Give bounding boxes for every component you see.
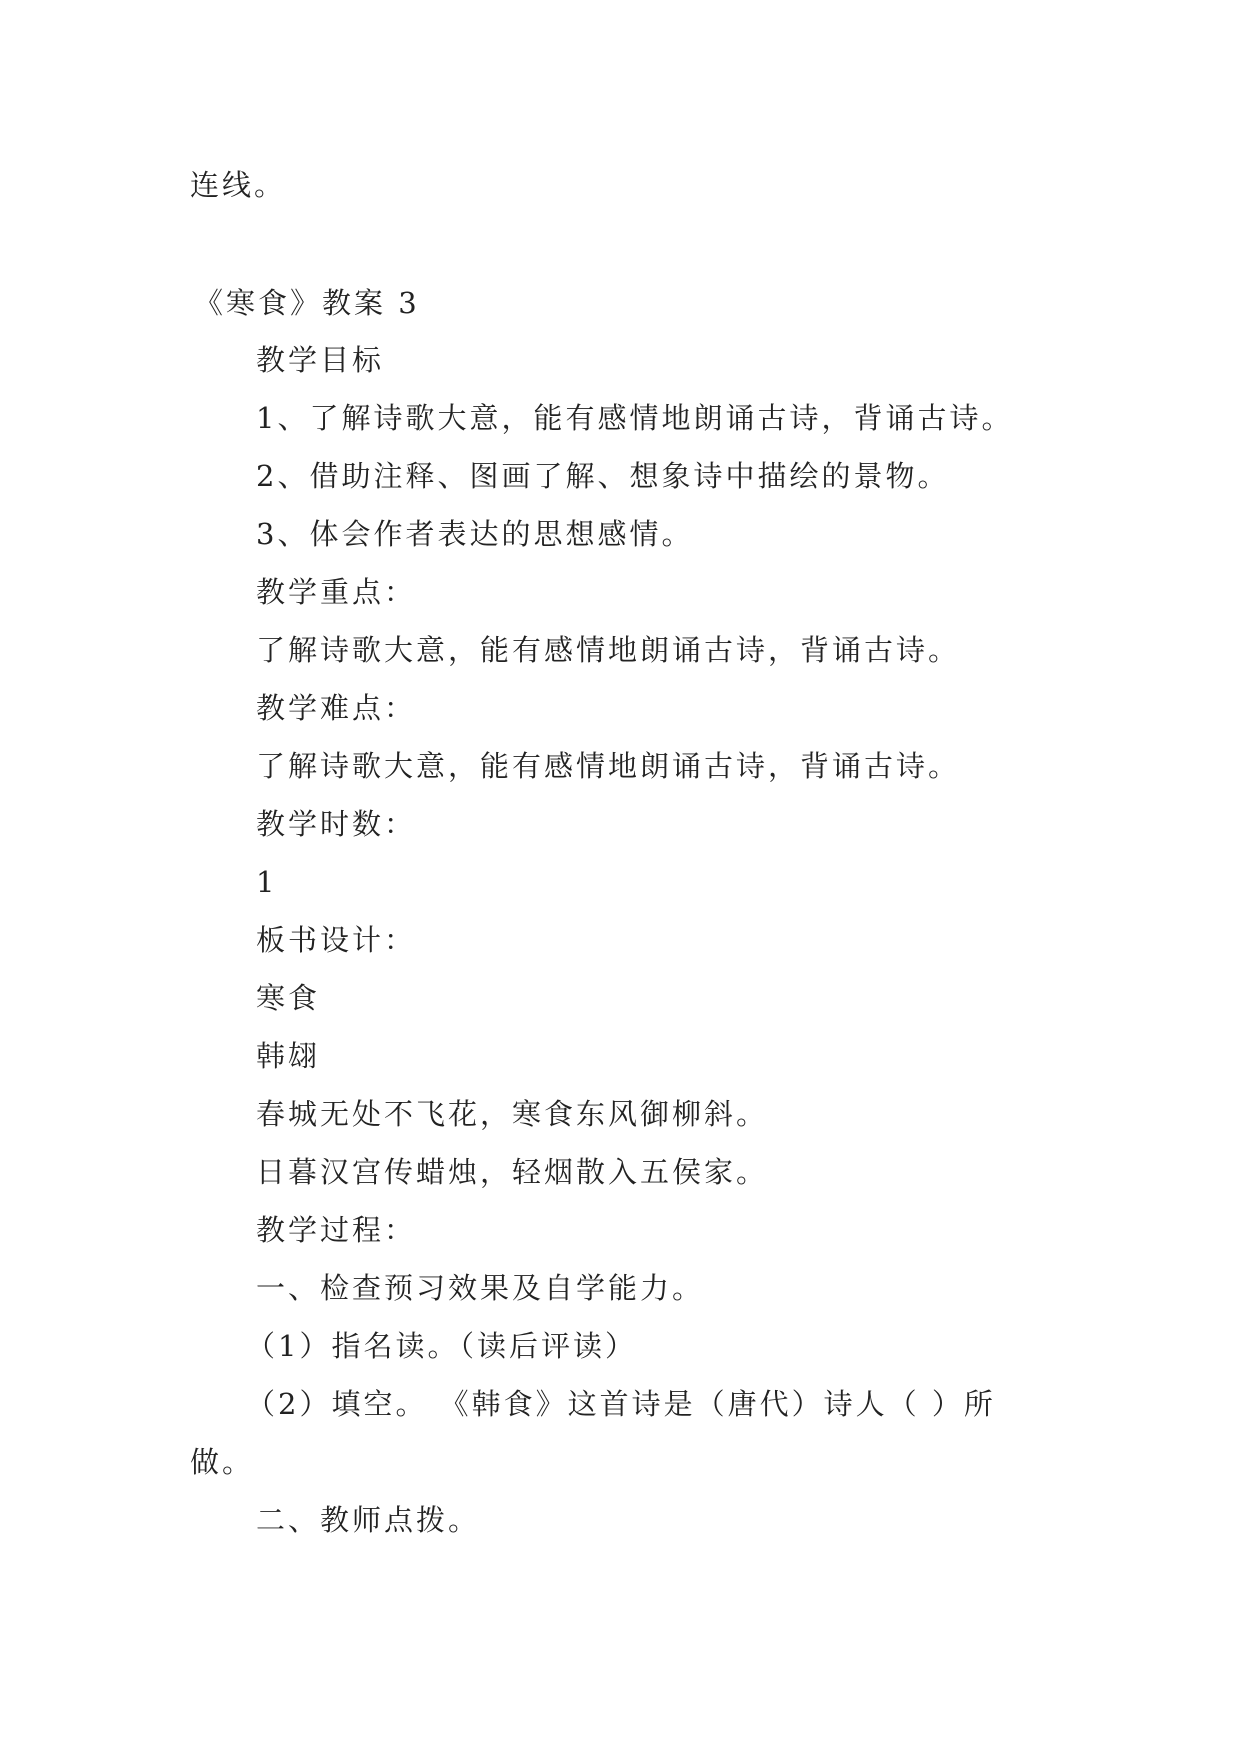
poem-line: 春城无处不飞花，寒食东风御柳斜。: [256, 1097, 769, 1131]
class-hours-value: 1: [256, 865, 278, 899]
section-heading-board-design: 板书设计：: [256, 923, 417, 957]
section-heading-objectives: 教学目标: [256, 343, 385, 377]
key-points-text: 了解诗歌大意，能有感情地朗诵古诗，背诵古诗。: [256, 633, 961, 667]
section-heading-key-points: 教学重点：: [256, 575, 417, 609]
process-substep-continuation: 做。: [190, 1445, 255, 1479]
objective-item: 1、了解诗歌大意，能有感情地朗诵古诗，背诵古诗。: [256, 401, 1014, 435]
process-substep: （1）指名读。（读后评读）: [246, 1329, 637, 1363]
section-heading-teaching-process: 教学过程：: [256, 1213, 417, 1247]
process-substep: （2）填空。 《韩食》这首诗是（唐代）诗人（ ）所: [246, 1387, 996, 1421]
process-step: 二、教师点拨。: [256, 1503, 481, 1537]
intro-tail-text: 连线。: [190, 168, 287, 202]
poem-line: 日暮汉宫传蜡烛，轻烟散入五侯家。: [256, 1155, 769, 1189]
section-heading-difficulties: 教学难点：: [256, 691, 417, 725]
process-step: 一、检查预习效果及自学能力。: [256, 1271, 705, 1305]
lesson-title: 《寒食》教案 3: [194, 286, 420, 320]
section-heading-class-hours: 教学时数：: [256, 807, 417, 841]
poem-author: 韩翃: [256, 1039, 321, 1073]
objective-item: 2、借助注释、图画了解、想象诗中描绘的景物。: [256, 459, 950, 493]
difficulties-text: 了解诗歌大意，能有感情地朗诵古诗，背诵古诗。: [256, 749, 961, 783]
objective-item: 3、体会作者表达的思想感情。: [256, 517, 694, 551]
poem-title: 寒食: [256, 981, 321, 1015]
